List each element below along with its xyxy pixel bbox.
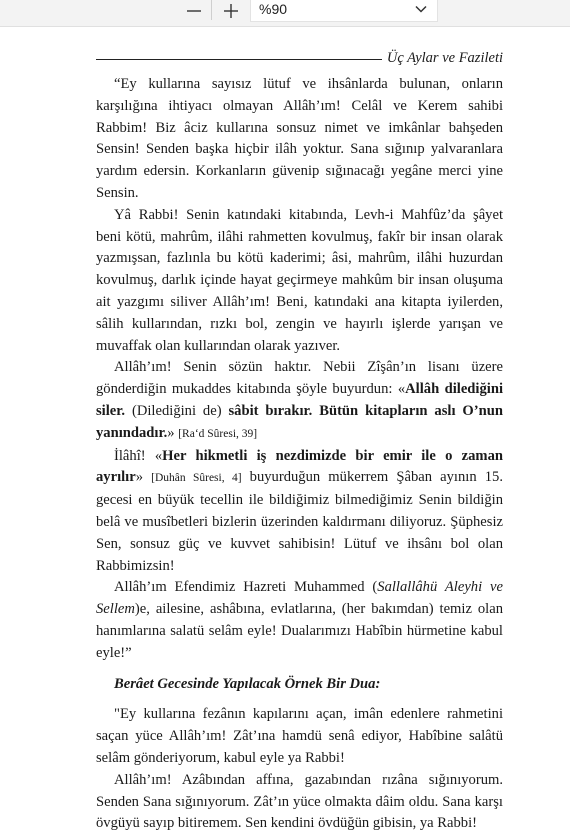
paragraph: Allâh’ım Efendimiz Hazreti Muhammed (Sallallâhü Aleyhi ve Sellem)e, ailesine, ashâbına, evlatlarına, (her bakımdan) temiz olan hanımlarına salatü selâm eyle! Dualarımızı Habîbin hürmetine kabul eyle!” [96, 579, 503, 661]
pdf-toolbar [0, 0, 570, 27]
verse-reference: [Ra‘d Sûresi, 39] [178, 427, 258, 440]
running-header [76, 48, 503, 68]
toolbar-separator [211, 0, 212, 20]
chevron-down-icon [415, 4, 427, 14]
paragraph: Allâh’ım! Azâbından affına, gazabından rızâna sığınıyorum. Senden Sana sığınıyorum. Zât’ın yüce olmakta dâim oldu. Sana karşı övgüyü sayıp bitiremem. Sen kendini övdüğün gibisin, ya Rabbi! [96, 771, 503, 832]
document-page [76, 40, 503, 835]
plus-icon [223, 3, 239, 19]
zoom-in-button[interactable] [214, 0, 248, 22]
zoom-level-select[interactable] [250, 0, 438, 22]
quran-quote: sâbit bırakır. Bütün kitapların aslı O’nun yanındadır. [96, 402, 503, 441]
paragraph: “Ey kullarına sayısız lütuf ve ihsânlarda bulunan, onların karşılığına ihtiyacı olmayan Allâh’ım! Celâl ve Kerem sahibi Rabbim! Biz âciz kullarına sonsuz nimet ve imkânlar bahşeden Sensin! Senden başka hiçbir ilâh yoktur. Sana sığınıp yalvaranlara yardım edersin. Korkanların güvenip sığınacağı yegâne merci yine Sensin. [96, 76, 503, 201]
zoom-level-value: %90 [259, 1, 288, 17]
paragraph: İlâhî! «Her hikmetli iş nezdimizde bir emir ile o zaman ayrılır» [Duhân Sûresi, 4] buyurduğun mükerrem Şâban ayının 15. gecesi en büyük tecellin ile bildiğimiz bilmediğimiz Senin bildiğin belâ ve musîbetleri bizlerin üzerinden kaldırmanı diliyoruz. Şüphesiz Sen, sonsuz güç ve kuvvet sahibisin! Lütuf ve ihsânı bol olan Rabbimizsin! [96, 447, 503, 574]
salawat-phrase: Sallallâhü Aleyhi ve Sellem [96, 579, 503, 618]
paragraph: Yâ Rabbi! Senin katındaki kitabında, Levh-i Mahfûz’da şâyet beni kötü, mahrûm, ilâhi rahmetten kovulmuş, fakîr bir insan olarak yazmışsan, fazlınla bu kötü kaderimi; âsi, mahrûm, ilâhi huzurdan kovulmuş, darlık içinde hayat geçirmeye mahkûm bir insan oluşuma ait yazgımı siliver Allâh’ım! Beni, katındaki ana kitapta iyilerden, sâlih kullarından, rızkı bol, zengin ve hayırlı işlerde yarışan ve muvaffak olan kullarından olarak yazıver. [96, 206, 503, 354]
minus-icon [186, 3, 202, 19]
quran-quote: Her hikmetli iş nezdimizde bir emir ile o zaman ayrılır [96, 447, 503, 486]
body-text [76, 74, 503, 835]
paragraph: Allâh’ım! Senin sözün haktır. Nebii Zîşân’ın lisanı üzere gönderdiğin mukaddes kitabında şöyle buyurdun: «Allâh dilediğini siler. (Dilediğini de) sâbit bırakır. Bütün kitapların aslı O’nun yanındadır.» [Ra‘d Sûresi, 39] [96, 359, 504, 441]
quran-quote: Allâh dilediğini siler. [96, 381, 504, 419]
section-title: Berâet Gecesinde Yapılacak Örnek Bir Dua: [114, 675, 381, 692]
verse-reference: [Duhân Sûresi, 4] [151, 472, 242, 485]
zoom-out-button[interactable] [177, 0, 211, 22]
header-rule [96, 59, 382, 60]
header-title: Üç Aylar ve Fazileti [386, 49, 503, 66]
paragraph: "Ey kullarına fezânın kapılarını açan, imân edenlere rahmetini saçan yüce Allâh’ım! Zât’ına hamdü senâ ediyor, Habîbine salâtü selâm gönderiyorum, kabul eyle ya Rabbi! [96, 706, 503, 766]
